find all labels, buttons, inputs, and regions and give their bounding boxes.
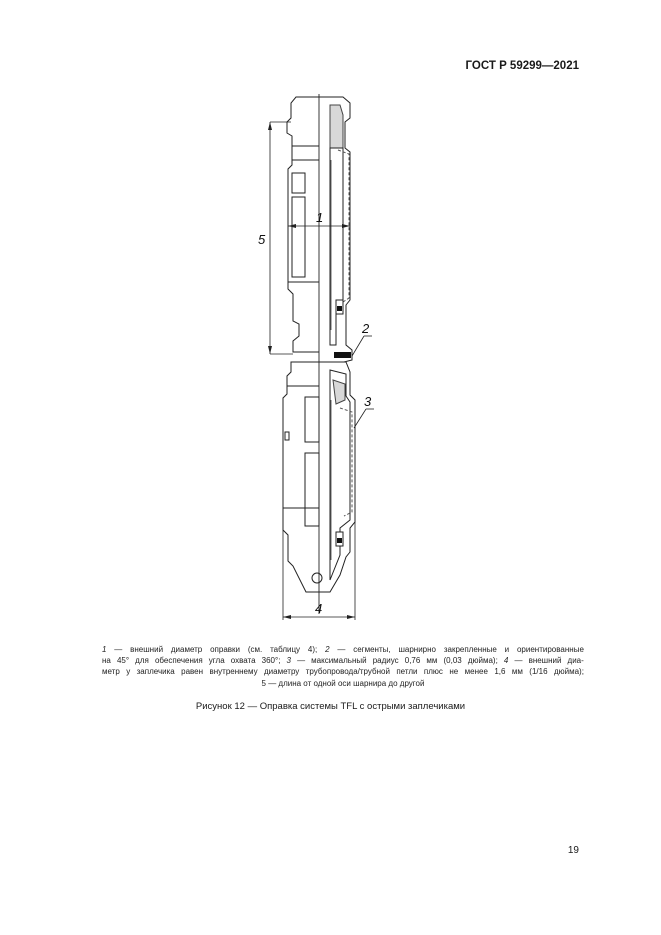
- legend-word: диаметру: [264, 667, 300, 677]
- legend-word: внутреннему: [209, 667, 258, 677]
- legend-word: менее: [464, 667, 488, 677]
- label-5: 5: [258, 232, 266, 247]
- legend-word: —: [337, 645, 346, 654]
- legend-word: —: [514, 656, 523, 666]
- legend-word: таблицу: [270, 645, 301, 654]
- legend-word: оправки: [210, 645, 241, 654]
- tfl-mandrel-drawing: [250, 92, 380, 627]
- legend-word: 5 — длина от одной оси шарнира до другой: [261, 678, 425, 688]
- legend-word: охвата: [230, 656, 256, 666]
- standard-code: ГОСТ Р 59299—2021: [465, 60, 579, 72]
- legend-word: угла: [208, 656, 225, 666]
- legend-word: диаметр: [170, 645, 203, 654]
- legend-word: диа-: [567, 656, 584, 666]
- legend-word: на: [102, 656, 111, 666]
- legend-word: трубопровода/трубной: [305, 667, 390, 677]
- leader-2: [352, 336, 364, 356]
- legend-word: 4: [503, 656, 509, 666]
- legend-word: 3: [286, 656, 291, 666]
- segment-ring: [334, 352, 351, 358]
- legend-word: шарнирно: [398, 645, 436, 654]
- upper-window: [292, 197, 305, 277]
- legend-word: 4);: [307, 645, 318, 654]
- legend-word: (0,03: [443, 656, 462, 666]
- label-3: 3: [364, 394, 372, 409]
- legend-word: обеспечения: [154, 656, 203, 666]
- legend-word: 2: [325, 645, 330, 654]
- legend-word: дюйма);: [553, 667, 584, 677]
- legend-word: закрепленные: [443, 645, 497, 654]
- legend-word: 0,76: [404, 656, 421, 666]
- label-4: 4: [315, 601, 323, 616]
- legend-word: мм: [426, 656, 438, 666]
- figure-caption: Рисунок 12 — Оправка системы TFL с острыми заплечиками: [195, 701, 466, 712]
- legend-word: не: [449, 667, 459, 677]
- leader-3: [354, 409, 366, 428]
- legend-word: дюйма);: [467, 656, 498, 666]
- legend-word: ориентированные: [516, 645, 584, 654]
- legend-word: максимальный: [311, 656, 367, 666]
- legend-word: внешний: [528, 656, 562, 666]
- legend-word: 360°;: [261, 656, 281, 666]
- lower-window: [305, 453, 319, 526]
- legend-line-3: [102, 666, 584, 677]
- legend-line-4: [102, 678, 584, 689]
- page-number: 19: [567, 845, 579, 856]
- legend-word: —: [297, 656, 306, 666]
- legend-word: заплечика: [136, 667, 175, 677]
- label-1: 1: [316, 210, 324, 225]
- legend-word: —: [114, 645, 123, 654]
- legend-word: плюс: [423, 667, 443, 677]
- upper-slot: [292, 173, 305, 193]
- legend-word: (1/16: [529, 667, 548, 677]
- pin-hole: [312, 573, 322, 583]
- legend-word: (см.: [247, 645, 263, 654]
- legend-word: для: [135, 656, 149, 666]
- legend-word: радиус: [372, 656, 399, 666]
- legend-word: петли: [396, 667, 418, 677]
- legend-word: внешний: [130, 645, 164, 654]
- legend-word: мм: [511, 667, 523, 677]
- legend-word: 1,6: [494, 667, 506, 677]
- legend-line-1: [102, 644, 584, 655]
- legend-word: и: [504, 645, 510, 654]
- legend-word: 45°: [116, 656, 130, 666]
- legend-word: у: [126, 667, 131, 677]
- legend-word: равен: [181, 667, 204, 677]
- lower-slot: [305, 397, 319, 442]
- legend-line-2: [102, 655, 584, 666]
- legend-word: сегменты,: [353, 645, 391, 654]
- legend-word: 1: [102, 645, 107, 654]
- figure-legend: [102, 644, 584, 689]
- legend-word: метр: [102, 667, 120, 677]
- label-2: 2: [362, 321, 370, 336]
